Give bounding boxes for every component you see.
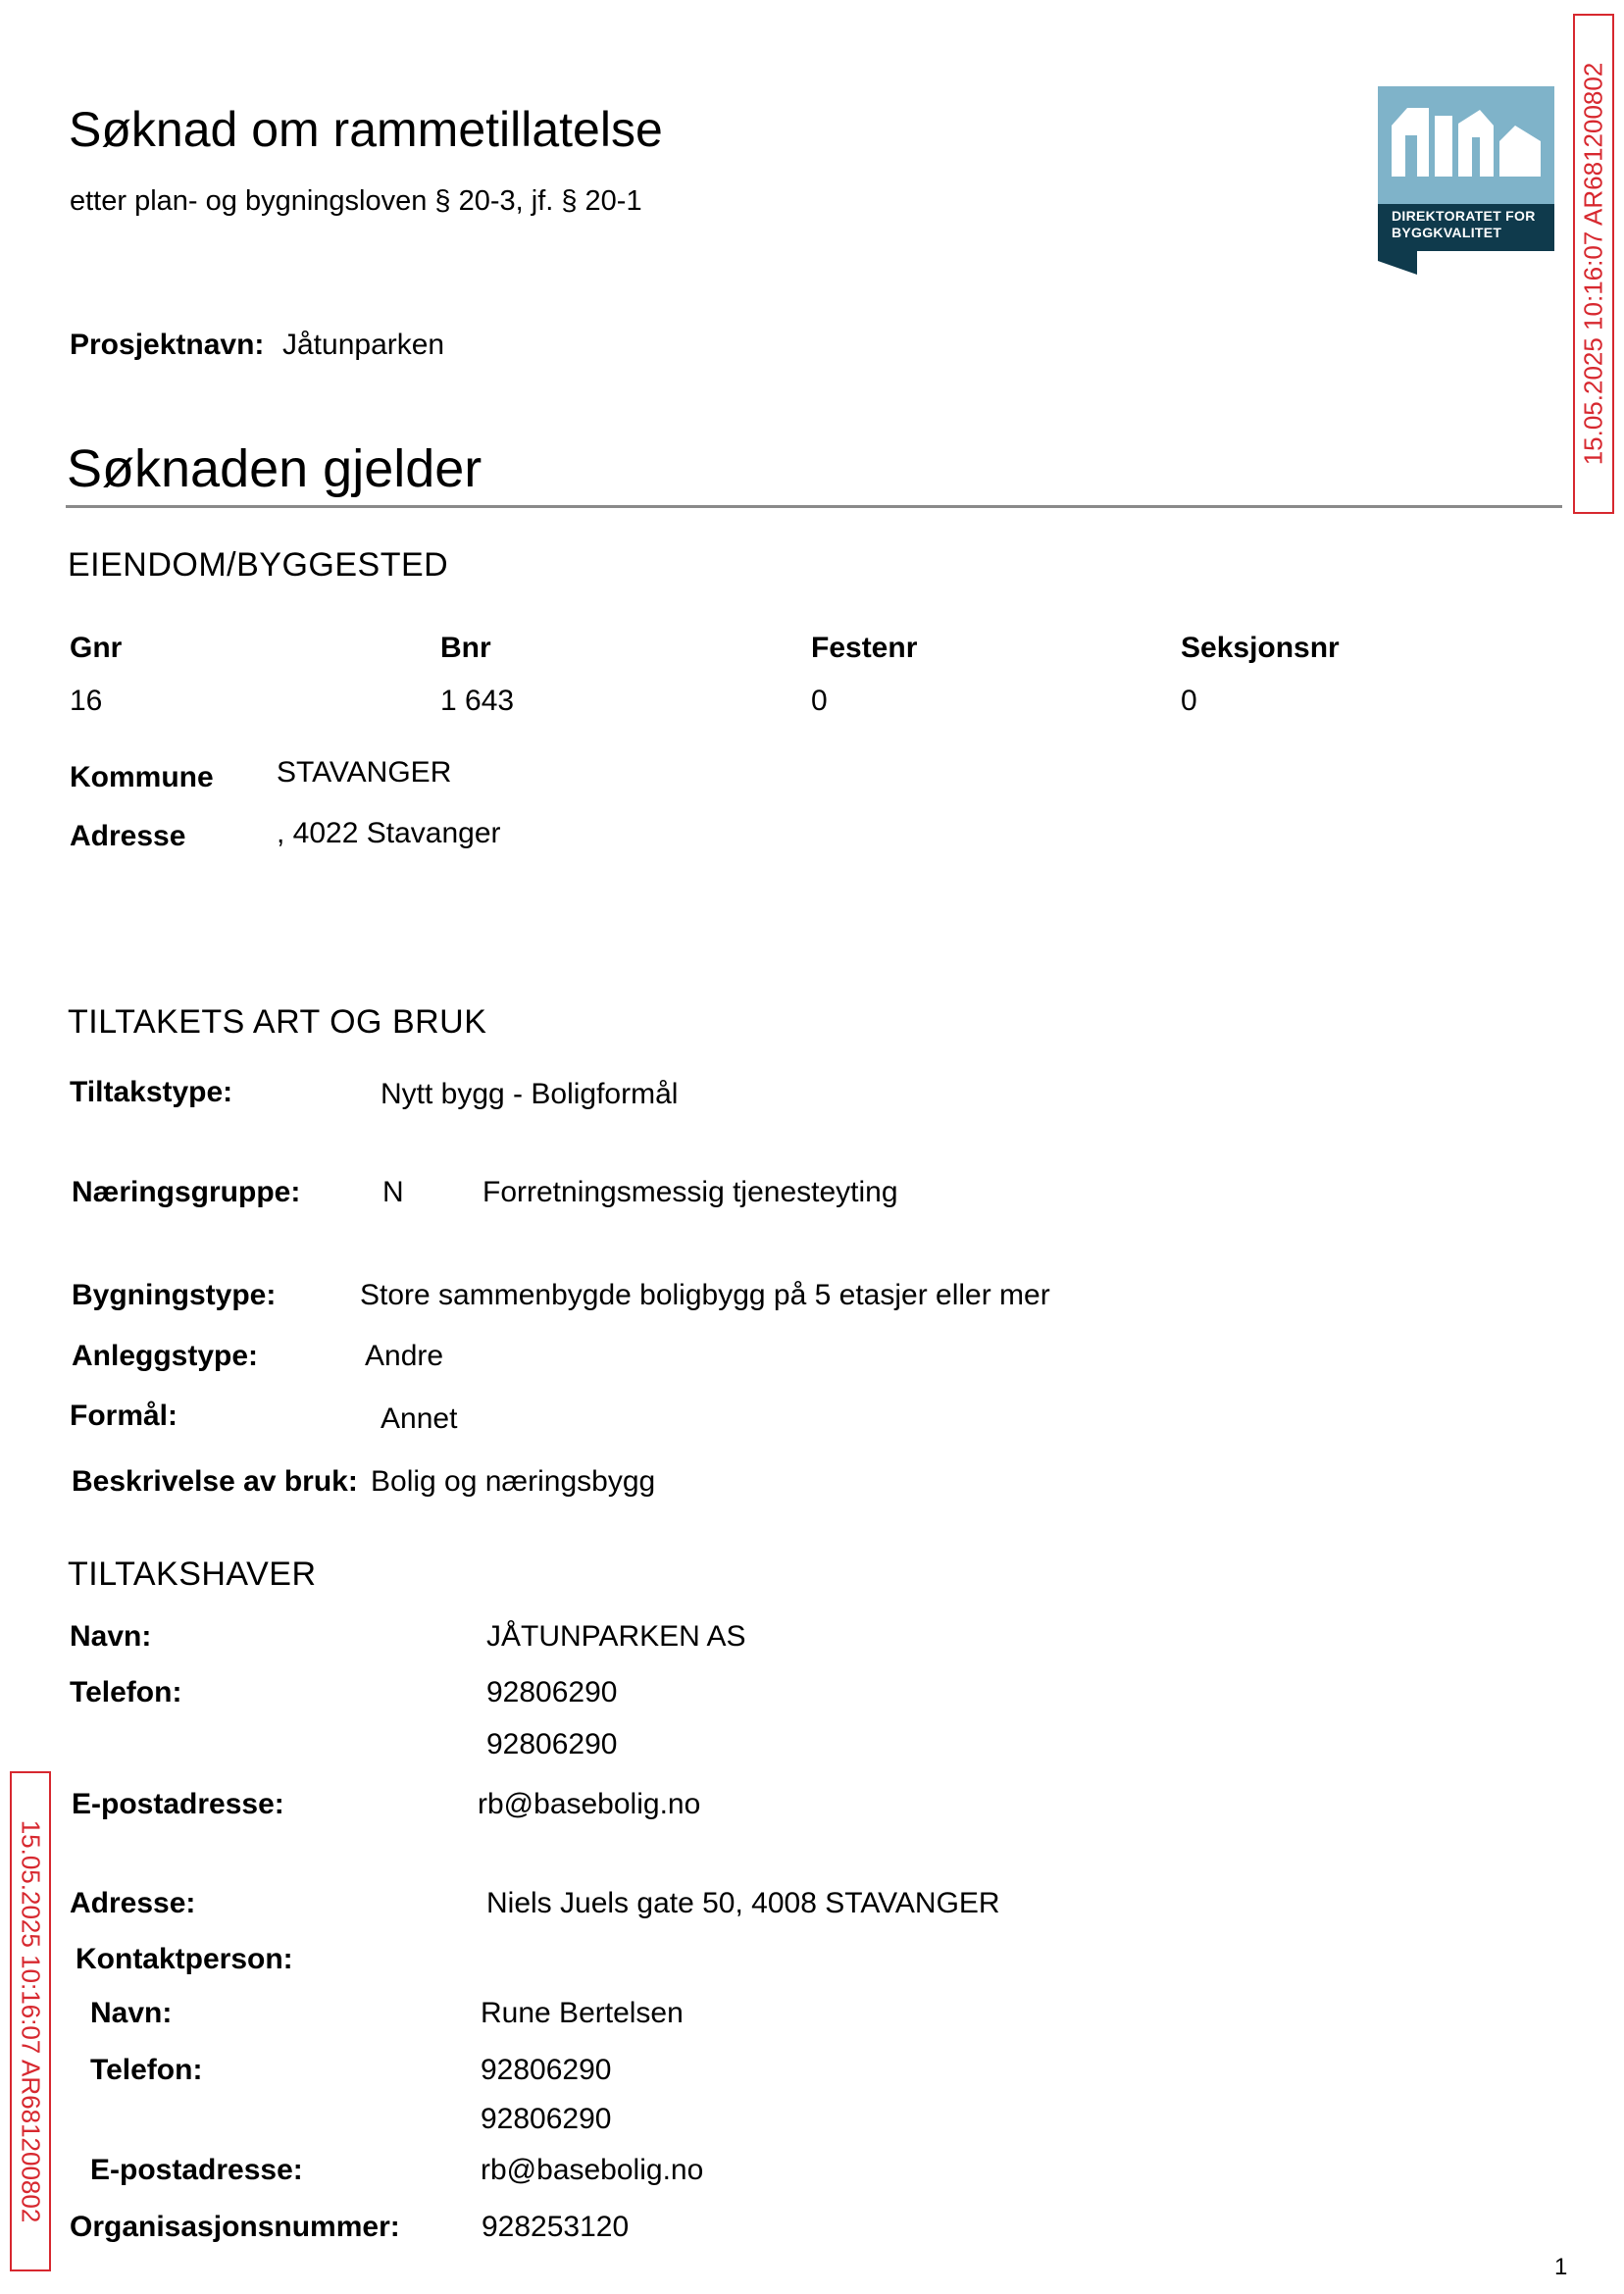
kommune-label: Kommune bbox=[70, 761, 214, 793]
kontakt-epost-value: rb@basebolig.no bbox=[481, 2154, 704, 2186]
naeringsgruppe-code: N bbox=[382, 1176, 404, 1208]
anleggstype-value: Andre bbox=[365, 1340, 444, 1372]
bygningstype-value: Store sammenbygde boligbygg på 5 etasjer eller mer bbox=[360, 1279, 1050, 1311]
project-label: Prosjektnavn: bbox=[70, 329, 265, 361]
kontaktperson-label: Kontaktperson: bbox=[76, 1943, 293, 1975]
kontakt-navn-label: Navn: bbox=[90, 1997, 173, 2029]
formal-value: Annet bbox=[381, 1402, 458, 1435]
formal-label: Formål: bbox=[70, 1400, 178, 1432]
dibk-logo bbox=[1378, 86, 1554, 275]
tiltakshaver-epost-value: rb@basebolig.no bbox=[478, 1788, 701, 1820]
section-title: Søknaden gjelder bbox=[67, 439, 482, 498]
festenr-label: Festenr bbox=[811, 632, 918, 664]
tiltakshaver-telefon-label: Telefon: bbox=[70, 1676, 182, 1708]
tiltakshaver-telefon-2: 92806290 bbox=[486, 1728, 618, 1760]
tiltakshaver-adresse-value: Niels Juels gate 50, 4008 STAVANGER bbox=[486, 1887, 1000, 1919]
tiltakshaver-epost-label: E-postadresse: bbox=[72, 1788, 284, 1820]
seksjonsnr-label: Seksjonsnr bbox=[1181, 632, 1340, 664]
page-subtitle: etter plan- og bygningsloven § 20-3, jf. § 20-1 bbox=[70, 185, 642, 217]
tiltakshaver-navn-value: JÅTUNPARKEN AS bbox=[486, 1620, 746, 1653]
tiltak-heading: TILTAKETS ART OG BRUK bbox=[68, 1003, 487, 1041]
beskrivelse-value: Bolig og næringsbygg bbox=[371, 1465, 656, 1498]
naeringsgruppe-value: Forretningsmessig tjenesteyting bbox=[482, 1176, 898, 1208]
kommune-value: STAVANGER bbox=[277, 756, 452, 789]
tiltakshaver-adresse-label: Adresse: bbox=[70, 1887, 196, 1919]
beskrivelse-label: Beskrivelse av bruk: bbox=[72, 1465, 358, 1498]
dibk-logo-graphic bbox=[1378, 86, 1554, 275]
kontakt-epost-label: E-postadresse: bbox=[90, 2154, 303, 2186]
gnr-label: Gnr bbox=[70, 632, 123, 664]
page-number: 1 bbox=[1554, 2254, 1568, 2280]
kontakt-telefon-2: 92806290 bbox=[481, 2103, 612, 2135]
stamp-right-text: 15.05.2025 10:16:07 AR681200802 bbox=[1578, 62, 1608, 466]
org-label: Organisasjonsnummer: bbox=[70, 2211, 400, 2243]
tiltakstype-value: Nytt bygg - Boligformål bbox=[381, 1078, 679, 1110]
adresse-label: Adresse bbox=[70, 820, 186, 852]
stamp-right bbox=[1573, 14, 1614, 514]
kontakt-telefon-1: 92806290 bbox=[481, 2054, 612, 2086]
eiendom-heading: EIENDOM/BYGGESTED bbox=[68, 546, 449, 584]
bnr-label: Bnr bbox=[440, 632, 491, 664]
bygningstype-label: Bygningstype: bbox=[72, 1279, 277, 1311]
tiltakshaver-telefon-1: 92806290 bbox=[486, 1676, 618, 1708]
page-title: Søknad om rammetillatelse bbox=[69, 102, 663, 157]
tiltakstype-label: Tiltakstype: bbox=[70, 1076, 233, 1108]
kontakt-telefon-label: Telefon: bbox=[90, 2054, 203, 2086]
tiltakshaver-navn-label: Navn: bbox=[70, 1620, 152, 1653]
logo-text: DIREKTORATET FOR BYGGKVALITET bbox=[1392, 208, 1536, 240]
anleggstype-label: Anleggstype: bbox=[72, 1340, 259, 1372]
stamp-left-text: 15.05.2025 10:16:07 AR681200802 bbox=[16, 1819, 46, 2223]
section-divider bbox=[66, 505, 1562, 508]
kontakt-navn-value: Rune Bertelsen bbox=[481, 1997, 684, 2029]
adresse-value: , 4022 Stavanger bbox=[277, 817, 501, 849]
gnr-value: 16 bbox=[70, 685, 103, 717]
seksjonsnr-value: 0 bbox=[1181, 685, 1197, 717]
naeringsgruppe-label: Næringsgruppe: bbox=[72, 1176, 301, 1208]
tiltakshaver-heading: TILTAKSHAVER bbox=[68, 1555, 317, 1593]
bnr-value: 1 643 bbox=[440, 685, 515, 717]
project-value: Jåtunparken bbox=[282, 329, 445, 361]
festenr-value: 0 bbox=[811, 685, 828, 717]
stamp-left bbox=[10, 1771, 51, 2271]
org-value: 928253120 bbox=[482, 2211, 630, 2243]
